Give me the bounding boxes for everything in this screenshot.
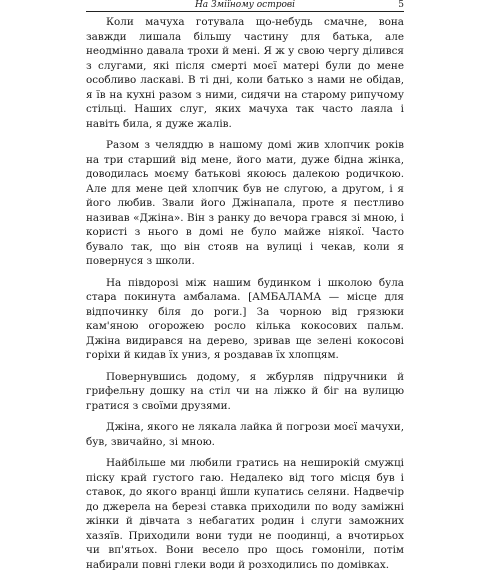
page-number: 5 bbox=[398, 0, 404, 10]
paragraph: Коли мачуха готувала що-небудь смачне, вона завжди лишала більшу частину для батька, але неодмінно давала трохи й мені. Я ж у свою чергу ділився з слугами, які після смерті моєї матері були до мене особливо ласкаві. В ті дні, коли батько з нами не обідав, я їв на кухні разом з ними, сидячи на старому рипучому стільці. Наших слуг, яких мачуха так часто лаяла і навіть била, я дуже жалів. bbox=[86, 16, 404, 130]
paragraph: На півдорозі між нашим будинком і школою була стара покинута амбалама. [АМБАЛАМА — місце для відпочинку біля до роги.] За чорною від грязюки кам'яною огорожею росло кілька кокосових пальм. Джіна видирався на дерево, зривав ще зелені кокосові горіхи й кидав їх униз, я роздавав їх хлопцям. bbox=[86, 276, 404, 361]
paragraph: Джіна, якого не лякала лайка й погрози моєї мачухи, був, звичайно, зі мною. bbox=[86, 421, 404, 448]
body-text bbox=[86, 15, 404, 579]
header-rule bbox=[86, 11, 404, 12]
paragraph: Повернувшись додому, я жбурляв підручники й грифельну дошку на стіл чи на ліжко й біг на вулицю гратися з своїми друзями. bbox=[86, 370, 404, 412]
running-title: На Зміїному острові bbox=[194, 0, 296, 10]
paragraph: Найбільше ми любили гратись на неширокій смужці піску край густого гаю. Недалеко від того місця був і ставок, до якого вранці йшли купатись селяни. Надвечір до джерела на березі ставка приходили по воду заміжні жінки й дівчата з небагатих родин і слуги заможних хазяїв. Приходили вони туди не поодинці, а вчотирьох чи вп'ятьох. Вони весело про щось гомоніли, потім набирали повні глеки води й розходились по домівках. bbox=[86, 457, 404, 571]
paragraph: Разом з челяддю в нашому домі жив хлопчик років на три старший від мене, його мати, дуже бідна жінка, доводилась моєму батькові якоюсь далекою родичкою. Але для мене цей хлопчик був не слугою, а другом, і я його любив. Звали його Джінапала, проте я пестливо називав «Джіна». Він з ранку до вечора грався зі мною, і користі з нього в домі не було майже ніякої. Часто бувало так, що він стояв на вулиці і чекав, коли я повернуся з школи. bbox=[86, 139, 404, 267]
